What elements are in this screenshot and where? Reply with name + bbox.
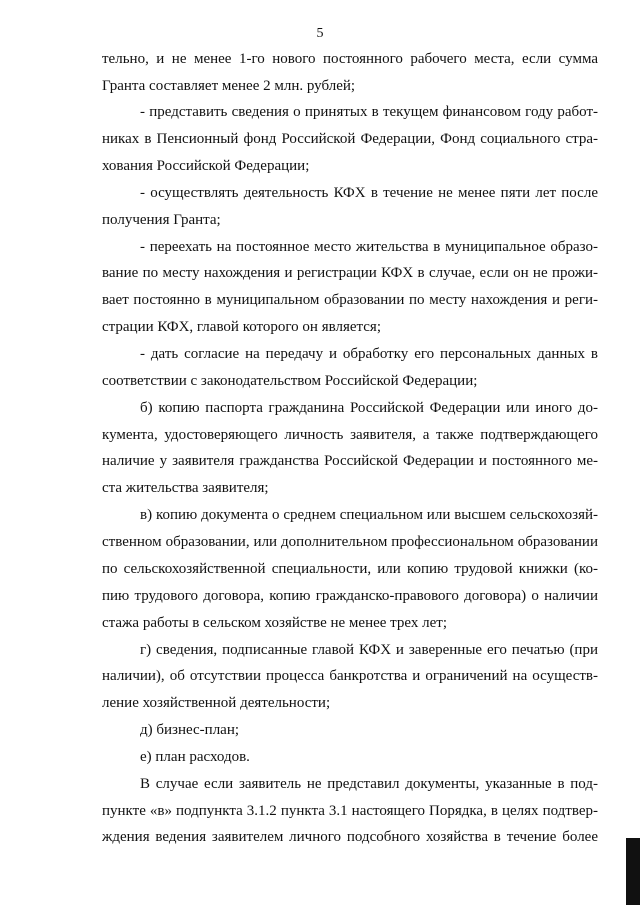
text-line: ста жительства заявителя; <box>102 480 269 496</box>
text-line: соответствии с законодательством Российской Федерации; <box>102 373 478 389</box>
text-line: ление хозяйственной деятельности; <box>102 695 331 711</box>
text-line: Гранта составляет менее 2 млн. рублей; <box>102 78 356 94</box>
text-line: ственном образовании, или дополнительном профессиональном образовании <box>102 534 598 550</box>
text-line: ждения ведения заявителем личного подсобного хозяйства в течение более <box>102 829 598 845</box>
text-line: наличие у заявителя гражданства Российской Федерации и постоянного ме- <box>102 453 598 469</box>
page-number: 5 <box>316 26 324 41</box>
text-line: е) план расходов. <box>140 749 250 765</box>
text-line: по сельскохозяйственной специальности, или копию трудовой книжки (ко- <box>102 561 598 577</box>
text-line: г) сведения, подписанные главой КФХ и заверенные его печатью (при <box>140 642 598 658</box>
text-line: б) копию паспорта гражданина Российской Федерации или иного до- <box>140 400 598 416</box>
text-line: в) копию документа о среднем специальном или высшем сельскохозяй- <box>140 507 598 523</box>
text-line: вание по месту нахождения и регистрации КФХ в случае, если он не прожи- <box>102 265 598 281</box>
text-line: хования Российской Федерации; <box>102 158 310 174</box>
text-line: стажа работы в сельском хозяйстве не менее трех лет; <box>102 615 447 631</box>
text-line: страции КФХ, главой которого он является; <box>102 319 381 335</box>
text-line: кумента, удостоверяющего личность заявителя, а также подтверждающего <box>102 427 598 443</box>
text-line: вает постоянно в муниципальном образовании по месту нахождения и реги- <box>102 292 598 308</box>
scan-edge-mark <box>626 838 640 905</box>
text-line: В случае если заявитель не представил документы, указанные в под- <box>140 776 598 792</box>
text-line: тельно, и не менее 1-го нового постоянного рабочего места, если сумма <box>102 51 598 67</box>
text-line: д) бизнес-план; <box>140 722 240 738</box>
text-line: никах в Пенсионный фонд Российской Федерации, Фонд социального стра- <box>102 131 598 147</box>
text-line: наличии), об отсутствии процесса банкротства и ограничений на осуществ- <box>102 668 598 684</box>
text-line: пункте «в» подпункта 3.1.2 пункта 3.1 настоящего Порядка, в целях подтвер- <box>102 803 598 819</box>
text-line: - осуществлять деятельность КФХ в течение не менее пяти лет после <box>140 185 598 201</box>
text-line: получения Гранта; <box>102 212 221 228</box>
text-line: - представить сведения о принятых в текущем финансовом году работ- <box>140 104 598 120</box>
text-line: - переехать на постоянное место жительства в муниципальное образо- <box>140 239 598 255</box>
text-line: пию трудового договора, копию гражданско-правового договора) о наличии <box>102 588 598 604</box>
text-line: - дать согласие на передачу и обработку его персональных данных в <box>140 346 598 362</box>
